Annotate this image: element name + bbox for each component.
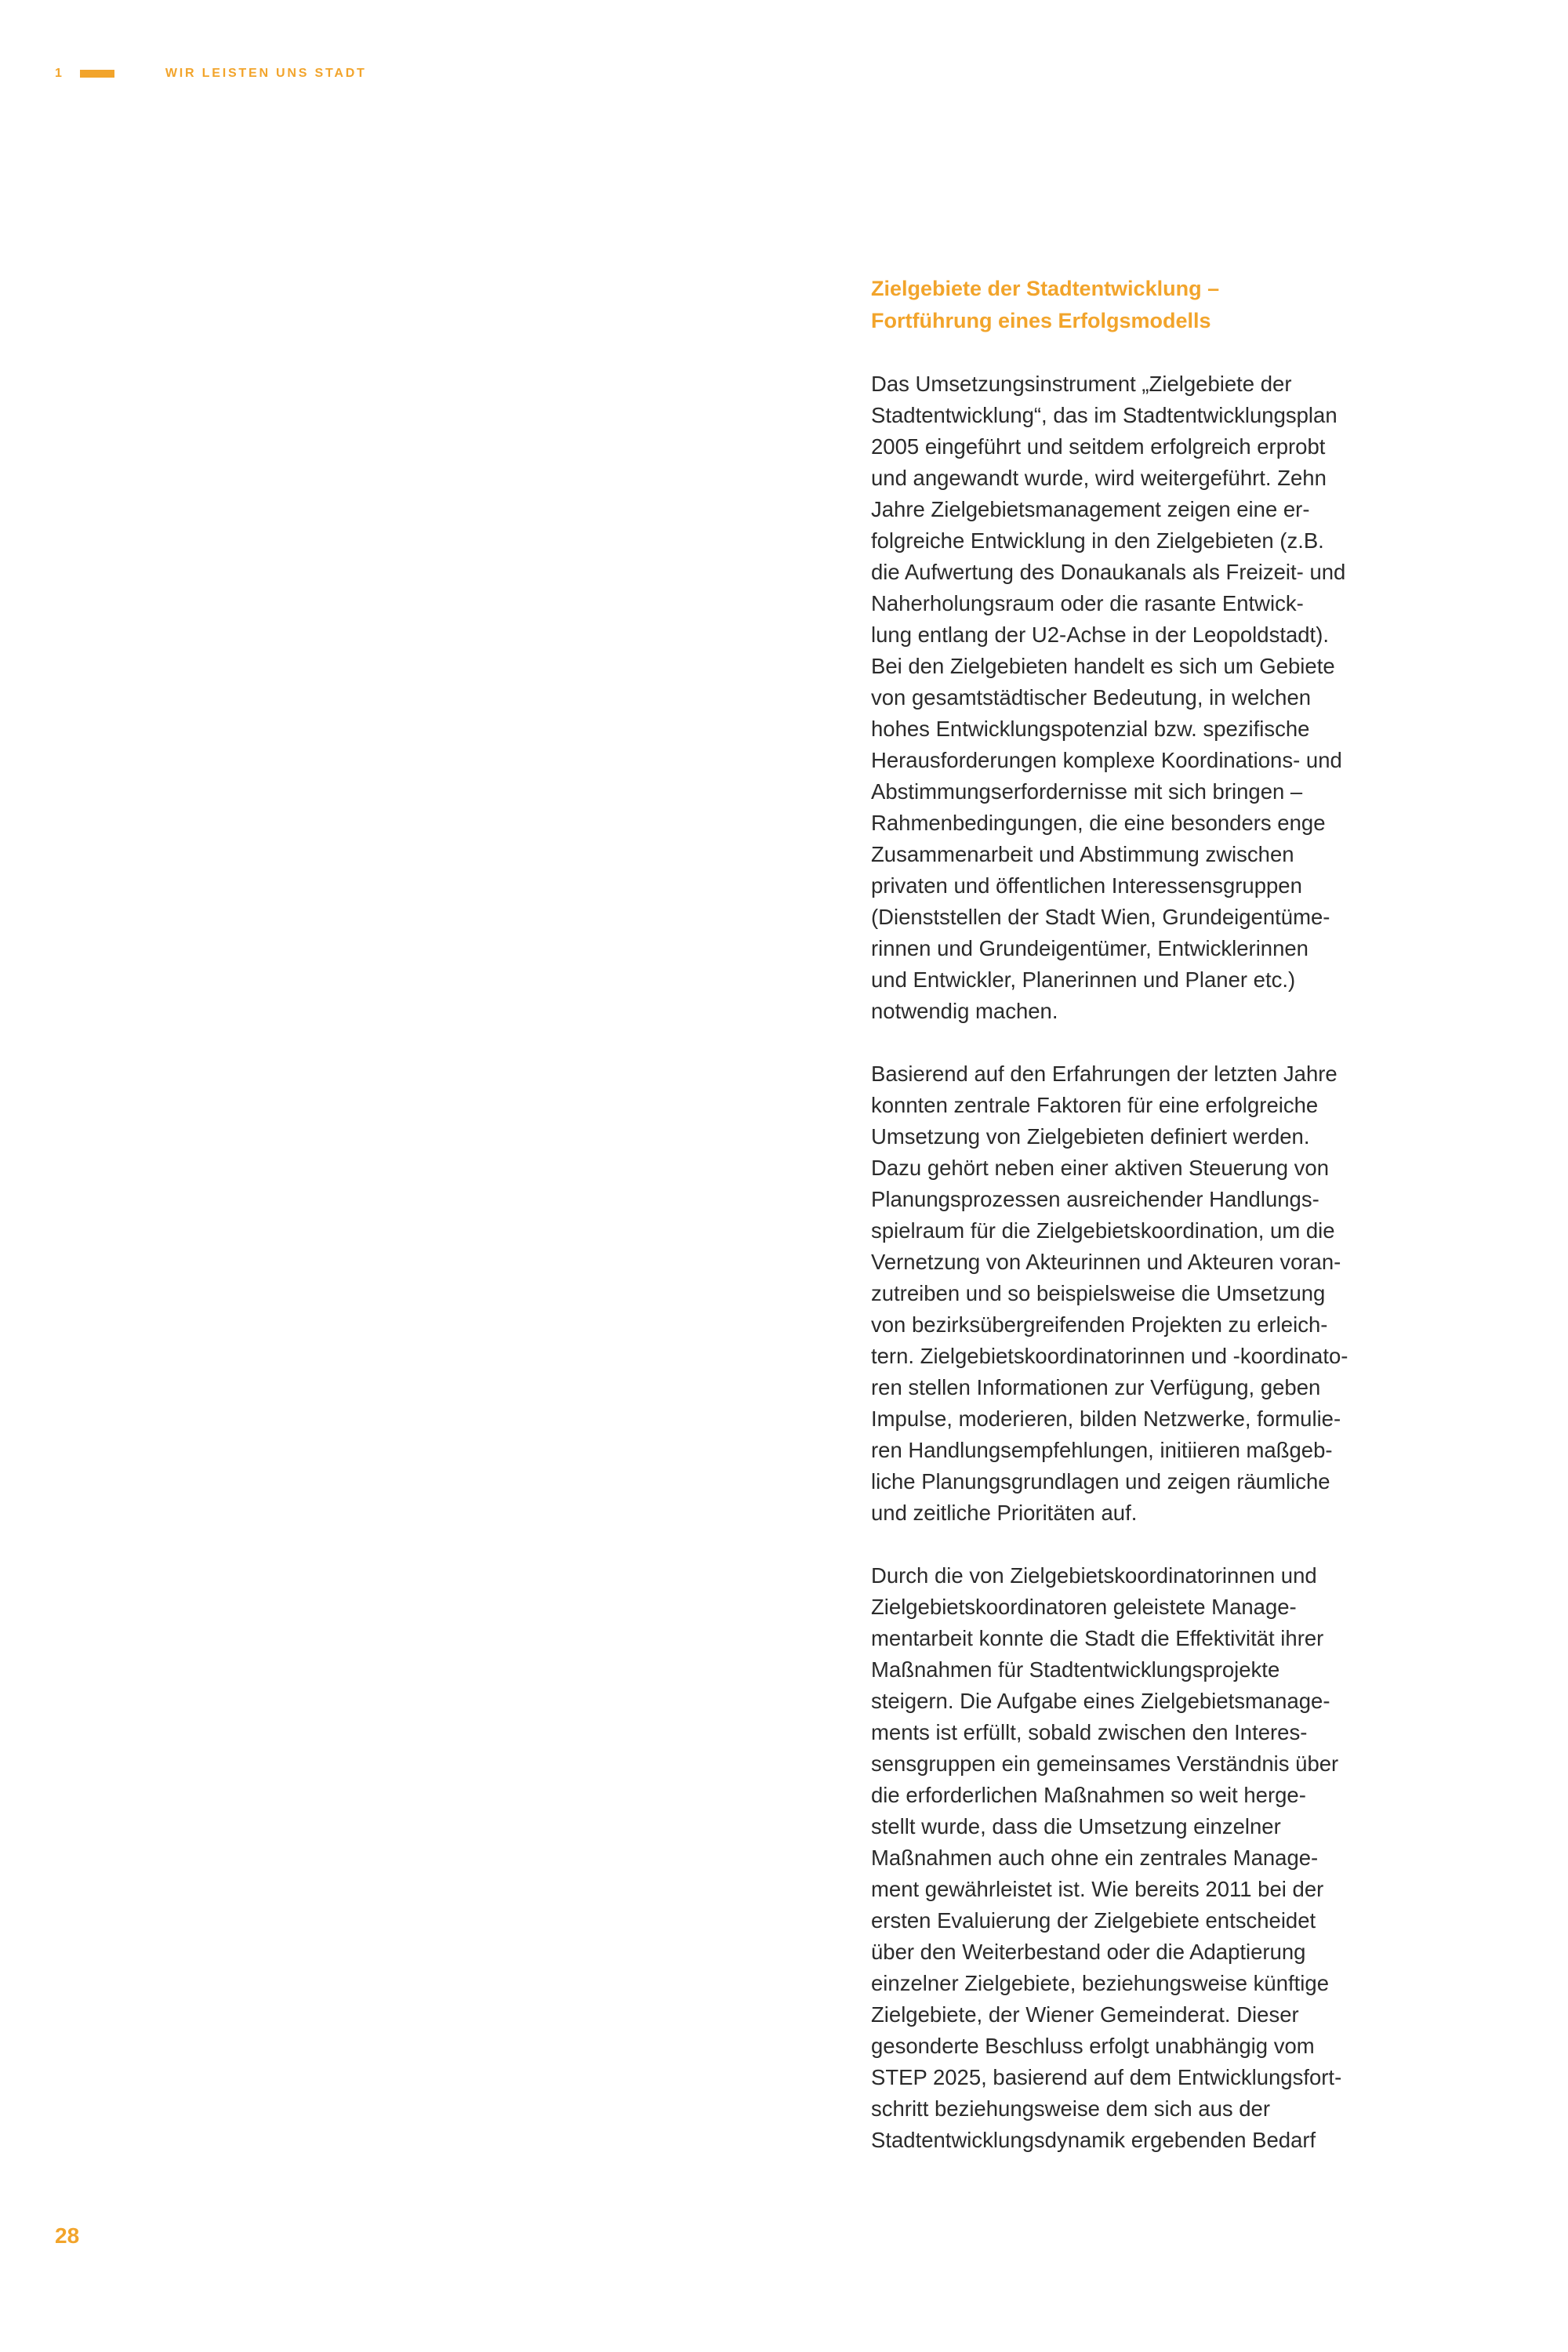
paragraph-line: Naherholungsraum oder die rasante Entwick- xyxy=(871,591,1304,615)
article-heading xyxy=(871,273,1436,337)
paragraph-line: (Dienststellen der Stadt Wien, Grundeigentüme- xyxy=(871,905,1330,929)
paragraph-line: Maßnahmen für Stadtentwicklungsprojekte xyxy=(871,1657,1280,1682)
paragraph-line: Zielgebiete, der Wiener Gemeinderat. Dieser xyxy=(871,2002,1299,2027)
paragraph-line: die erforderlichen Maßnahmen so weit herge- xyxy=(871,1783,1306,1807)
paragraph-line: und zeitliche Prioritäten auf. xyxy=(871,1501,1138,1525)
paragraph-line: 2005 eingeführt und seitdem erfolgreich erprobt xyxy=(871,434,1326,459)
paragraph-line: die Aufwertung des Donaukanals als Freizeit- und xyxy=(871,560,1346,584)
paragraph-line: lung entlang der U2-Achse in der Leopoldstadt). xyxy=(871,622,1329,647)
paragraph xyxy=(871,368,1436,1027)
paragraph-line: Durch die von Zielgebietskoordinatorinnen und xyxy=(871,1563,1317,1588)
paragraph-line: Zusammenarbeit und Abstimmung zwischen xyxy=(871,842,1294,866)
paragraph-line: Planungsprozessen ausreichender Handlungs- xyxy=(871,1187,1319,1211)
paragraph-line: gesonderte Beschluss erfolgt unabhängig vom xyxy=(871,2034,1315,2058)
paragraph-line: einzelner Zielgebiete, beziehungsweise künftige xyxy=(871,1971,1329,1995)
paragraph xyxy=(871,1560,1436,2156)
paragraph-line: rinnen und Grundeigentümer, Entwicklerinnen xyxy=(871,936,1308,960)
paragraph-line: Das Umsetzungsinstrument „Zielgebiete der xyxy=(871,372,1292,396)
running-header xyxy=(55,64,367,83)
paragraph-line: ments ist erfüllt, sobald zwischen den Interes- xyxy=(871,1720,1308,1744)
paragraph-line: Jahre Zielgebietsmanagement zeigen eine er- xyxy=(871,497,1310,521)
paragraph xyxy=(871,1058,1436,1529)
paragraph-line: Stadtentwicklungsdynamik ergebenden Bedarf xyxy=(871,2128,1316,2152)
paragraph-line: Dazu gehört neben einer aktiven Steuerung von xyxy=(871,1156,1330,1180)
paragraph-line: Rahmenbedingungen, die eine besonders enge xyxy=(871,811,1326,835)
paragraph-line: von gesamtstädtischer Bedeutung, in welchen xyxy=(871,685,1312,710)
paragraph-line: folgreiche Entwicklung in den Zielgebieten (z.B. xyxy=(871,528,1324,553)
paragraph-line: zutreiben und so beispielsweise die Umsetzung xyxy=(871,1281,1326,1305)
paragraph-line: und Entwickler, Planerinnen und Planer etc.) xyxy=(871,967,1296,992)
paragraph-line: konnten zentrale Faktoren für eine erfolgreiche xyxy=(871,1093,1319,1117)
paragraph-line: Vernetzung von Akteurinnen und Akteuren voran- xyxy=(871,1250,1341,1274)
paragraph-line: privaten und öffentlichen Interessensgruppen xyxy=(871,873,1302,898)
paragraph-line: über den Weiterbestand oder die Adaptierung xyxy=(871,1940,1306,1964)
paragraph-line: schritt beziehungsweise dem sich aus der xyxy=(871,2096,1271,2121)
paragraph-line: ersten Evaluierung der Zielgebiete entscheidet xyxy=(871,1908,1316,1933)
paragraph-line: Zielgebietskoordinatoren geleistete Manage- xyxy=(871,1595,1297,1619)
paragraph-line: liche Planungsgrundlagen und zeigen räumliche xyxy=(871,1469,1330,1494)
text-column xyxy=(871,273,1436,2156)
chapter-marker-bar xyxy=(80,70,114,78)
paragraph-line: Impulse, moderieren, bilden Netzwerke, formulie- xyxy=(871,1406,1341,1431)
paragraph-line: Maßnahmen auch ohne ein zentrales Manage- xyxy=(871,1846,1319,1870)
heading-line: Fortführung eines Erfolgsmodells xyxy=(871,309,1211,332)
paragraph-line: Basierend auf den Erfahrungen der letzten Jahre xyxy=(871,1062,1338,1086)
paragraph-line: Abstimmungserfordernisse mit sich bringen – xyxy=(871,779,1303,804)
paragraph-line: sensgruppen ein gemeinsames Verständnis über xyxy=(871,1751,1339,1776)
paragraph-line: stellt wurde, dass die Umsetzung einzelner xyxy=(871,1814,1281,1838)
paragraph-line: Stadtentwicklung“, das im Stadtentwicklungsplan xyxy=(871,403,1338,427)
body-text xyxy=(871,368,1436,2156)
heading-line: Zielgebiete der Stadtentwicklung – xyxy=(871,277,1220,300)
paragraph-line: Bei den Zielgebieten handelt es sich um Gebiete xyxy=(871,654,1335,678)
paragraph-line: hohes Entwicklungspotenzial bzw. spezifische xyxy=(871,717,1310,741)
paragraph-line: ren Handlungsempfehlungen, initiieren maßgeb- xyxy=(871,1438,1333,1462)
paragraph-line: mentarbeit konnte die Stadt die Effektivität ihrer xyxy=(871,1626,1324,1650)
page-number: 28 xyxy=(55,2223,80,2248)
chapter-number: 1 xyxy=(55,67,63,80)
section-title: WIR LEISTEN UNS STADT xyxy=(165,67,367,80)
paragraph-line: und angewandt wurde, wird weitergeführt. Zehn xyxy=(871,466,1327,490)
paragraph-line: Herausforderungen komplexe Koordinations- und xyxy=(871,748,1342,772)
paragraph-line: notwendig machen. xyxy=(871,999,1058,1023)
paragraph-line: von bezirksübergreifenden Projekten zu erleich- xyxy=(871,1312,1328,1337)
paragraph-line: spielraum für die Zielgebietskoordination, um die xyxy=(871,1218,1335,1243)
paragraph-line: STEP 2025, basierend auf dem Entwicklungsfort- xyxy=(871,2065,1342,2089)
paragraph-line: tern. Zielgebietskoordinatorinnen und -koordinato- xyxy=(871,1344,1348,1368)
paragraph-line: ment gewährleistet ist. Wie bereits 2011 bei der xyxy=(871,1877,1324,1901)
paragraph-line: Umsetzung von Zielgebieten definiert werden. xyxy=(871,1124,1310,1149)
paragraph-line: steigern. Die Aufgabe eines Zielgebietsmanage- xyxy=(871,1689,1330,1713)
paragraph-line: ren stellen Informationen zur Verfügung, geben xyxy=(871,1375,1321,1399)
